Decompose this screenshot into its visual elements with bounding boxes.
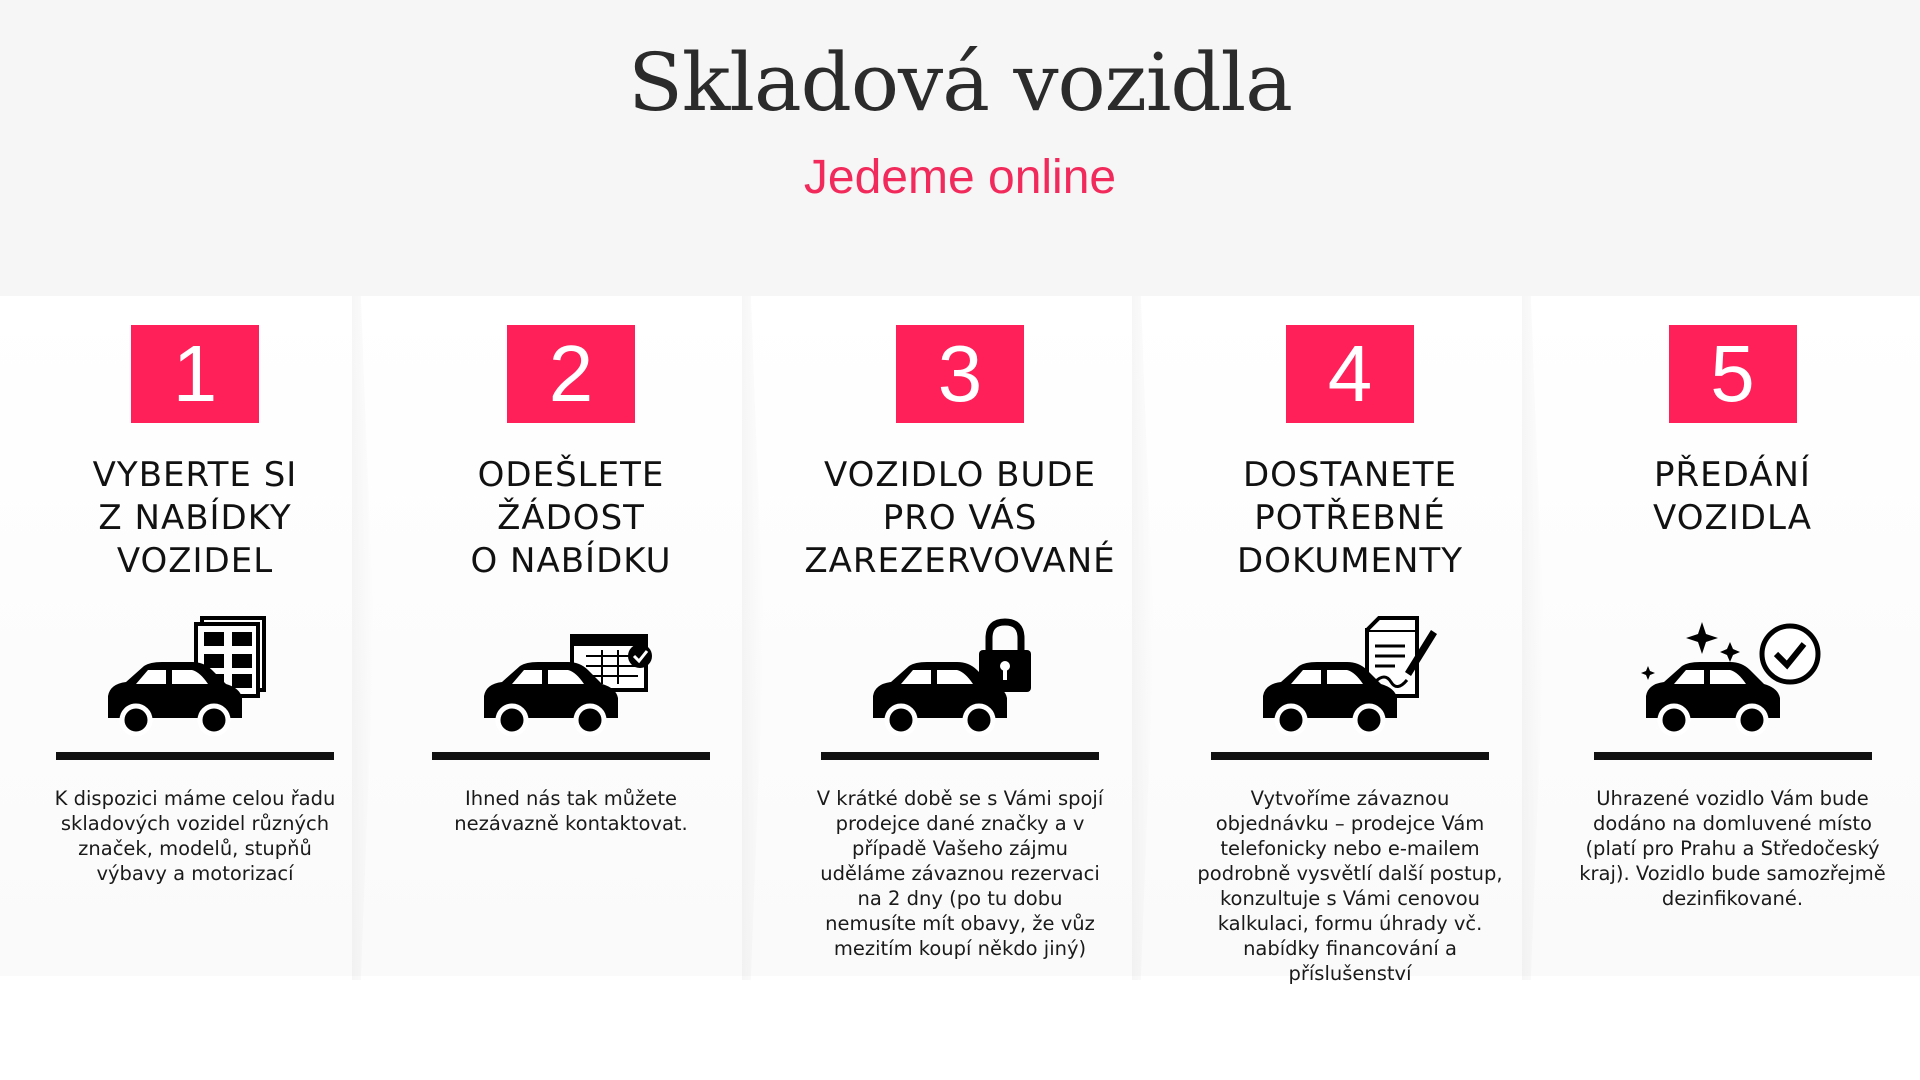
step-description-3: V krátké době se s Vámi spojí prodejce dané značky a v případě Vašeho zájmu uděláme závaznou rezervaci na 2 dny (po tu dobu nemusíte mít obavy, že vůz mezitím koupí někdo jiný): [816, 787, 1104, 960]
step-heading-5: PŘEDÁNÍ VOZIDLA: [1653, 455, 1812, 538]
step-divider-line-5: [1594, 752, 1872, 760]
step-description-2: Ihned nás tak můžete nezávazně kontaktovat.: [454, 787, 688, 835]
step-number-5: 5: [1669, 325, 1797, 423]
step-number-1: 1: [131, 325, 259, 423]
step-description-5: Uhrazené vozidlo Vám bude dodáno na domluvené místo (platí pro Prahu a Středočeský kraj). Vozidlo bude samozřejmě dezinfikované.: [1579, 787, 1886, 910]
step-divider-line-2: [432, 752, 710, 760]
step-card-2: [376, 296, 766, 976]
step-divider-line-1: [56, 752, 334, 760]
car-check-sparkle-icon: [1638, 616, 1828, 736]
step-description-4: Vytvoříme závaznou objednávku – prodejce Vám telefonicky nebo e-mailem podrobně vysvětlí další postup, konzultuje s Vámi cenovou kalkulaci, formu úhrady vč. nabídky financování a příslušenství: [1197, 787, 1503, 985]
step-heading-1: VYBERTE SI Z NABÍDKY VOZIDEL: [92, 455, 298, 581]
car-form-icon: [476, 616, 666, 736]
car-catalog-icon: [100, 616, 290, 736]
step-heading-3: VOZIDLO BUDE PRO VÁS ZAREZERVOVANÉ: [804, 455, 1116, 581]
step-heading-4: DOSTANETE POTŘEBNÉ DOKUMENTY: [1237, 455, 1463, 581]
step-number-3: 3: [896, 325, 1024, 423]
step-card-4: [1155, 296, 1545, 985]
page-subtitle: Jedeme online: [803, 151, 1117, 204]
step-card-3: [765, 296, 1155, 976]
page-title: Skladová vozidla: [628, 36, 1292, 129]
steps-section: [0, 296, 1920, 1080]
step-heading-2: ODEŠLETE ŽÁDOST O NABÍDKU: [470, 455, 672, 581]
car-document-icon: [1255, 616, 1445, 736]
step-description-1: K dispozici máme celou řadu skladových vozidel různých značek, modelů, stupňů výbavy a motorizací: [54, 787, 336, 885]
step-number-4: 4: [1286, 325, 1414, 423]
car-lock-icon: [865, 616, 1055, 736]
step-divider-line-4: [1211, 752, 1489, 760]
step-card-5: [1545, 296, 1920, 976]
step-divider-line-3: [821, 752, 1099, 760]
step-card-1: [0, 296, 390, 976]
step-number-2: 2: [507, 325, 635, 423]
page-header: [0, 0, 1920, 296]
